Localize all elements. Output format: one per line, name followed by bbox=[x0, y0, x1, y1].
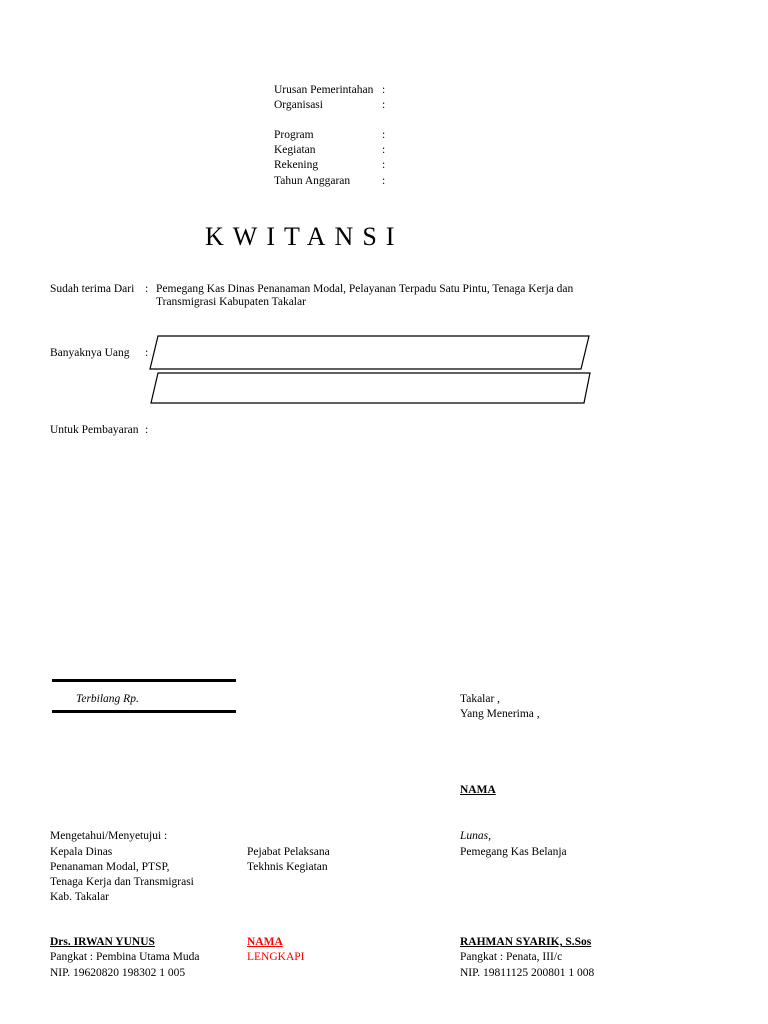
approver-name: Drs. IRWAN YUNUS bbox=[50, 936, 155, 948]
approver-line2: Kepala Dinas bbox=[50, 846, 113, 858]
approver-rank: Pangkat : Pembina Utama Muda bbox=[50, 951, 200, 963]
treasurer-name: RAHMAN SYARIK, S.Sos bbox=[460, 936, 592, 948]
amount-box-top[interactable] bbox=[150, 336, 589, 369]
terbilang-label: Terbilang Rp. bbox=[76, 693, 139, 705]
header-field-sep: : bbox=[382, 129, 386, 141]
treasurer-role: Pemegang Kas Belanja bbox=[460, 846, 567, 858]
header-field-urusan bbox=[274, 83, 385, 98]
header-field-label: Kegiatan bbox=[274, 144, 316, 156]
payment-label: Untuk Pembayaran bbox=[50, 424, 139, 436]
header-field-label: Program bbox=[274, 129, 314, 141]
receiver-place: Takalar , bbox=[460, 693, 501, 705]
treasurer-nip: NIP. 19811125 200801 1 008 bbox=[460, 967, 595, 979]
received-from-value-line1: Pemegang Kas Dinas Penanaman Modal, Pelayanan Terpadu Satu Pintu, Tenaga Kerja dan bbox=[156, 283, 574, 295]
approver-line1: Mengetahui/Menyetujui : bbox=[50, 830, 168, 842]
technical-line2: Tekhnis Kegiatan bbox=[247, 861, 328, 873]
treasurer-rank: Pangkat : Penata, III/c bbox=[460, 951, 563, 963]
technical-name: NAMA bbox=[247, 936, 283, 948]
amount-sep: : bbox=[145, 347, 149, 359]
header-field-label: Urusan Pemerintahan bbox=[274, 84, 374, 96]
header-field-sep: : bbox=[382, 175, 386, 187]
document-title: KWITANSI bbox=[205, 222, 404, 251]
received-from-value-line2: Transmigrasi Kabupaten Takalar bbox=[156, 296, 306, 308]
terbilang-top-rule bbox=[52, 679, 236, 682]
amount-box-bottom[interactable] bbox=[151, 373, 590, 403]
treasurer-status: Lunas, bbox=[460, 830, 491, 842]
header-field-rekening bbox=[274, 158, 385, 173]
header-field-sep: : bbox=[382, 84, 386, 96]
header-field-tahun-anggaran bbox=[274, 174, 385, 189]
receiver-role: Yang Menerima , bbox=[460, 708, 540, 720]
amount-boxes bbox=[148, 334, 598, 406]
header-field-label: Tahun Anggaran bbox=[274, 175, 351, 187]
approver-line4: Tenaga Kerja dan Transmigrasi bbox=[50, 876, 194, 888]
terbilang-bottom-rule bbox=[52, 710, 236, 713]
receiver-name: NAMA bbox=[460, 784, 496, 796]
header-field-label: Rekening bbox=[274, 159, 319, 171]
payment-sep: : bbox=[145, 424, 149, 436]
header-field-program bbox=[274, 128, 385, 143]
received-from-sep: : bbox=[145, 283, 149, 295]
header-field-label: Organisasi bbox=[274, 99, 323, 111]
technical-name2: LENGKAPI bbox=[247, 951, 305, 963]
approver-line3: Penanaman Modal, PTSP, bbox=[50, 861, 170, 873]
header-field-sep: : bbox=[382, 99, 386, 111]
received-from-label: Sudah terima Dari bbox=[50, 283, 135, 295]
header-field-sep: : bbox=[382, 159, 386, 171]
header-field-organisasi bbox=[274, 98, 385, 113]
approver-nip: NIP. 19620820 198302 1 005 bbox=[50, 967, 186, 979]
approver-line5: Kab. Takalar bbox=[50, 891, 110, 903]
header-field-sep: : bbox=[382, 144, 386, 156]
header-field-kegiatan bbox=[274, 143, 385, 158]
amount-label: Banyaknya Uang bbox=[50, 347, 130, 359]
technical-line1: Pejabat Pelaksana bbox=[247, 846, 330, 858]
